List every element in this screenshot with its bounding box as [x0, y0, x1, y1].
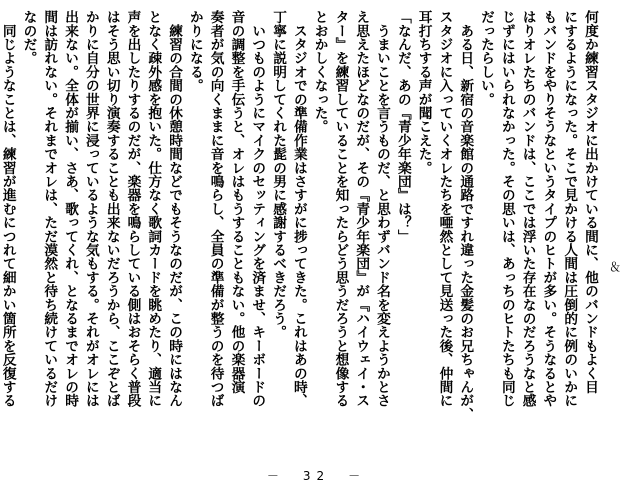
text-column: かりになる。 [186, 10, 203, 93]
text-column: はそう思い切り演奏することも出来ないだろうから、ここぞとば [103, 10, 120, 408]
text-column: とおかしくなった。 [311, 10, 328, 134]
text-column: 「なんだ、あの『青少年楽団』は？」 [394, 10, 411, 243]
text-column: スタジオに入っていくオレたちを唖然として見送った後、仲間に [436, 10, 453, 408]
text-column: だったらしい。 [478, 10, 495, 106]
text-column: なのだ。 [20, 10, 37, 65]
text-column: 音の調整を手伝うと、オレはもうすることもない。他の楽器演 [228, 10, 245, 394]
text-column: かりに自分の世界に浸っているような気もする。それがオレには [82, 10, 99, 408]
text-column: え思えたほどなのだが、その『青少年楽団』が『ハイウェイ・ス [353, 10, 370, 408]
text-column: 丁寧に説明してくれた髭の男に感謝するべきだろう。 [270, 10, 287, 339]
text-column: ター』を練習していることを知ったらどう思うだろうと想像する [332, 10, 349, 408]
text-column: いつものようにマイクのセッティングを済ませ、キーボードの [249, 10, 266, 408]
text-column: 同じようなことは、練習が進むにつれて細かい箇所を反復する [0, 10, 16, 408]
side-mark: ＆ [609, 260, 622, 274]
vertical-text-columns [0, 10, 600, 455]
text-column: じずにはいられなかった。その思いは、あっちのヒトたちも同じ [498, 10, 515, 408]
text-column: 練習の合間の休憩時間などでもそうなのだが、この時にはなん [166, 10, 183, 408]
page-number: － 32 － [266, 469, 367, 483]
text-column: うまいことを言うものだ、と思わずバンド名を変えようかとさ [374, 10, 391, 408]
text-column: 奏者が気の向くままに音を鳴らし、全員の準備が整うのを待つば [207, 10, 224, 408]
text-column: 何度か練習スタジオに出かけている間に、他のバンドもよく目 [582, 10, 598, 394]
body-text [0, 10, 600, 455]
text-column: にするようになった。そこで見かける人間は圧倒的に例のいかに [561, 10, 578, 408]
text-column: 耳打ちする声が聞こえた。 [415, 10, 432, 175]
text-column: となく疎外感を抱いた。仕方なく歌詞カードを眺めたり、適当に [145, 10, 162, 408]
text-column: スタジオでの準備作業はさすがに捗ってきた。これはあの時、 [290, 10, 307, 408]
text-column: はりオレたちのバンドは、ここでは浮いた存在なのだろうなと感 [519, 10, 536, 408]
text-column: ある日、新宿の音楽館の通路ですれ違った金髪のお兄ちゃんが、 [457, 10, 474, 421]
text-column: 出来ない。全体が揃い、さあ、歌ってくれ、となるまでオレの時 [62, 10, 79, 408]
text-column: 間は訪れない。それまでオレは、ただ漠然と待ち続けているだけ [41, 10, 58, 408]
text-column: もバンドをやりそうなというタイプのヒトが多い。そうなるとや [540, 10, 557, 408]
text-column: 声を出したりするのだが、楽器を鳴らしている側はおそらく普段 [124, 10, 141, 408]
